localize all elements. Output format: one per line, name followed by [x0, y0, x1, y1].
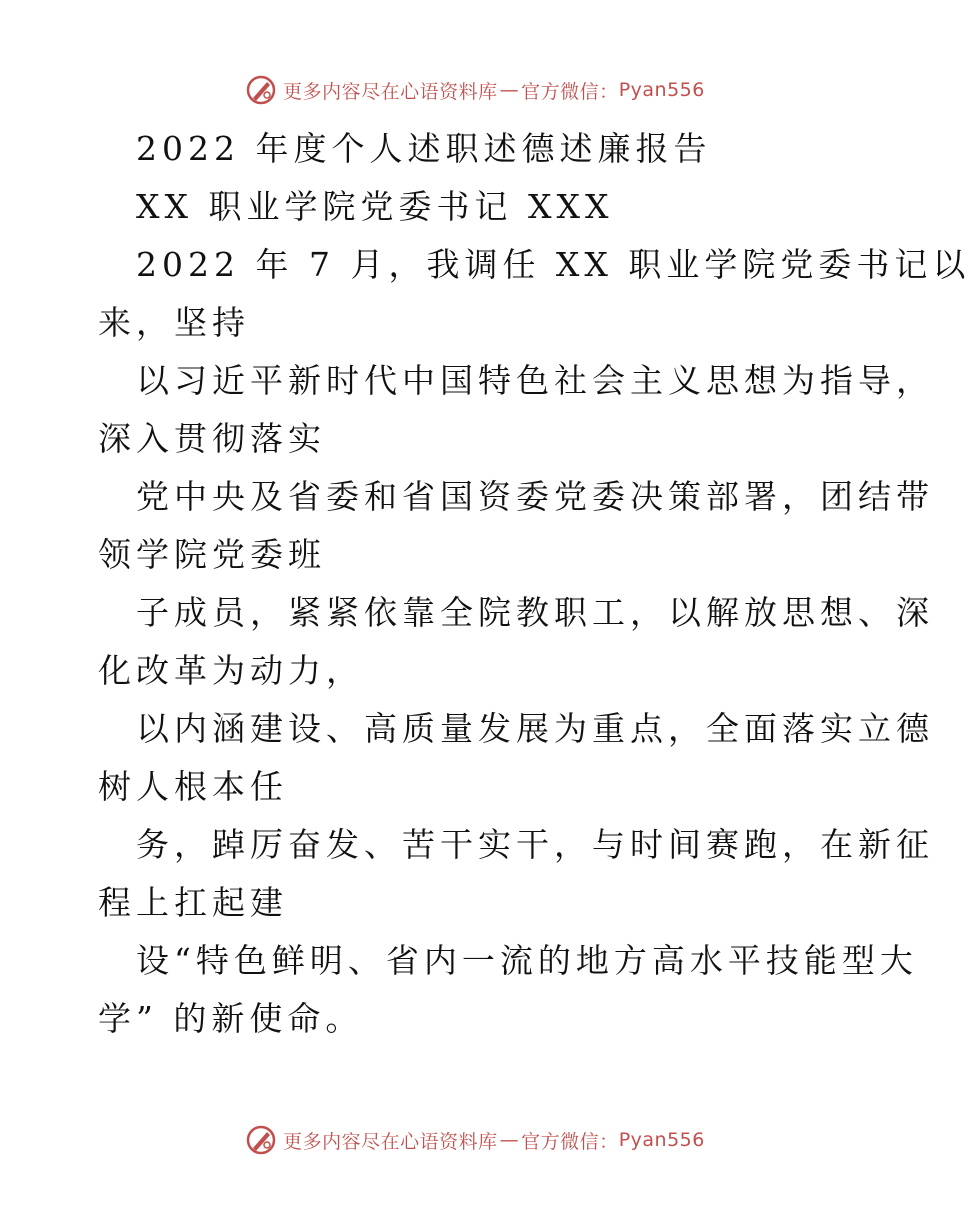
paragraph-line: 深入贯彻落实: [98, 419, 326, 458]
paragraph-line: 子成员，紧紧依靠全院教职工，以解放思想、深: [136, 593, 934, 632]
paragraph-line: 来，坚持: [98, 303, 250, 342]
watermark-text: 更多内容尽在心语资料库: [283, 1130, 498, 1153]
paragraph-line: 以内涵建设、高质量发展为重点，全面落实立德: [136, 709, 934, 748]
watermark-label: 官方微信：: [521, 1130, 619, 1153]
paragraph-line: 2022 年 7 月，我调任 XX 职业学院党委书记以: [136, 245, 970, 284]
pen-logo-icon: [245, 74, 277, 106]
document-body: [98, 120, 970, 1048]
watermark-label: 官方微信：: [521, 80, 619, 103]
paragraph-line: 党中央及省委和省国资委党委决策部署，团结带: [136, 477, 934, 516]
watermark-separator: —: [499, 79, 520, 101]
pen-logo-icon: [245, 1124, 277, 1156]
watermark-header: [0, 70, 950, 110]
watermark-separator: —: [499, 1129, 520, 1151]
watermark-footer: [0, 1120, 950, 1160]
paragraph-line: 化改革为动力，: [98, 651, 364, 690]
watermark-text: 更多内容尽在心语资料库: [283, 80, 498, 103]
paragraph-line: 设“特色鲜明、省内一流的地方高水平技能型大: [136, 941, 918, 980]
paragraph-line: 程上扛起建: [98, 883, 288, 922]
document-author: XX 职业学院党委书记 XXX: [136, 187, 614, 226]
paragraph-line: 以习近平新时代中国特色社会主义思想为指导，: [136, 361, 934, 400]
watermark-id: Pyan556: [618, 1129, 705, 1151]
paragraph-line: 领学院党委班: [98, 535, 326, 574]
paragraph-line: 务，踔厉奋发、苦干实干，与时间赛跑，在新征: [136, 825, 934, 864]
document-title: 2022 年度个人述职述德述廉报告: [136, 129, 712, 168]
paragraph-line: 学” 的新使命。: [98, 999, 364, 1038]
watermark-id: Pyan556: [618, 79, 705, 101]
paragraph-line: 树人根本任: [98, 767, 288, 806]
